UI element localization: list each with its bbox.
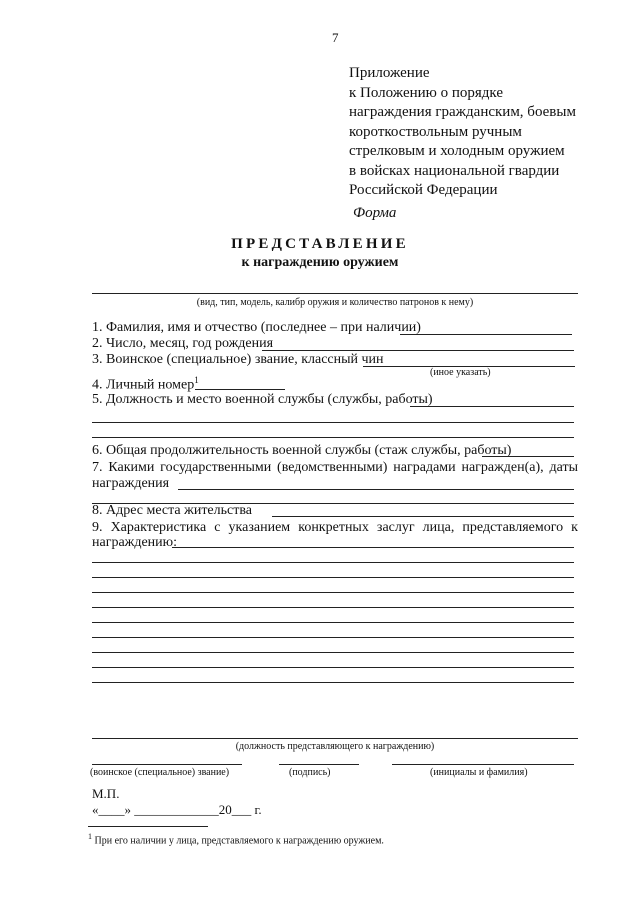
position-line bbox=[92, 738, 578, 739]
field-8-label: 8. Адрес места жительства bbox=[92, 503, 252, 518]
footnote bbox=[88, 832, 384, 846]
field-3-caption: (иное указать) bbox=[430, 367, 491, 378]
field-9-label: 9. Характеристика с указанием конкретных заслуг лица, представляемого к bbox=[92, 520, 578, 535]
field-9-line bbox=[92, 607, 574, 608]
footnote-mark: 1 bbox=[194, 375, 199, 385]
appendix-line: в войсках национальной гвардии bbox=[349, 162, 560, 179]
field-3-label: 3. Воинское (специальное) звание, классный чин bbox=[92, 352, 384, 367]
field-9-line bbox=[92, 652, 574, 653]
field-9-line bbox=[92, 682, 574, 683]
weapon-blank-line bbox=[92, 293, 578, 294]
stamp-place: М.П. bbox=[92, 786, 120, 801]
field-6-blank bbox=[482, 456, 574, 457]
sign-caption: (подпись) bbox=[289, 767, 331, 778]
rank-caption: (воинское (специальное) звание) bbox=[90, 767, 230, 778]
footnote-text: При его наличии у лица, представляемого к награждению оружием. bbox=[94, 835, 384, 847]
appendix-line: короткоствольным ручным bbox=[349, 123, 522, 140]
appendix-line: Российской Федерации bbox=[349, 182, 498, 198]
field-5-line bbox=[92, 422, 574, 423]
field-4-label bbox=[92, 375, 199, 394]
field-4-text: 4. Личный номер bbox=[92, 377, 195, 393]
appendix-line: к Положению о порядке bbox=[349, 84, 503, 101]
footnote-number: 1 bbox=[88, 832, 92, 841]
field-7-blank bbox=[178, 489, 574, 490]
field-2-label: 2. Число, месяц, год рождения bbox=[92, 336, 274, 351]
field-2-blank bbox=[262, 350, 574, 351]
field-9-line bbox=[92, 637, 574, 638]
field-1-label: 1. Фамилия, имя и отчество (последнее – при наличии) bbox=[92, 320, 421, 335]
document-subtitle: к награждению оружием bbox=[241, 255, 399, 270]
document-title: ПРЕДСТАВЛЕНИЕ bbox=[231, 236, 409, 252]
field-9-label-cont: награждению: bbox=[92, 535, 178, 550]
appendix-line: награждения гражданским, боевым bbox=[349, 104, 576, 120]
field-9-line bbox=[92, 592, 574, 593]
field-7-label-cont: награждения bbox=[92, 476, 170, 491]
field-7-label: 7. Какими государственными (ведомственными) наградами награжден(а), даты bbox=[92, 460, 578, 475]
field-6-label: 6. Общая продолжительность военной службы (стаж службы, работы) bbox=[92, 443, 512, 458]
field-9-line bbox=[92, 577, 574, 578]
date-line: «____» _____________20___ г. bbox=[92, 802, 262, 817]
page-number: 7 bbox=[332, 30, 339, 45]
sign-line bbox=[279, 764, 359, 765]
appendix-header bbox=[349, 64, 629, 201]
field-9-line bbox=[92, 562, 574, 563]
field-9-blank bbox=[172, 547, 574, 548]
form-label: Форма bbox=[353, 205, 397, 221]
field-5-blank bbox=[410, 406, 574, 407]
appendix-line: стрелковым и холодным оружием bbox=[349, 143, 565, 159]
rank-line bbox=[92, 764, 242, 765]
field-5-line bbox=[92, 437, 574, 438]
position-caption: (должность представляющего к награждению) bbox=[235, 741, 435, 752]
appendix-line: Приложение bbox=[349, 65, 430, 81]
field-4-blank bbox=[195, 389, 285, 390]
name-caption: (инициалы и фамилия) bbox=[430, 767, 528, 778]
footnote-separator bbox=[88, 826, 208, 827]
field-5-label: 5. Должность и место военной службы (службы, работы) bbox=[92, 392, 433, 407]
weapon-caption: (вид, тип, модель, калибр оружия и количество патронов к нему) bbox=[196, 297, 474, 308]
field-1-blank bbox=[400, 334, 572, 335]
field-9-line bbox=[92, 622, 574, 623]
name-line bbox=[392, 764, 574, 765]
field-9-line bbox=[92, 667, 574, 668]
field-8-blank bbox=[272, 516, 574, 517]
